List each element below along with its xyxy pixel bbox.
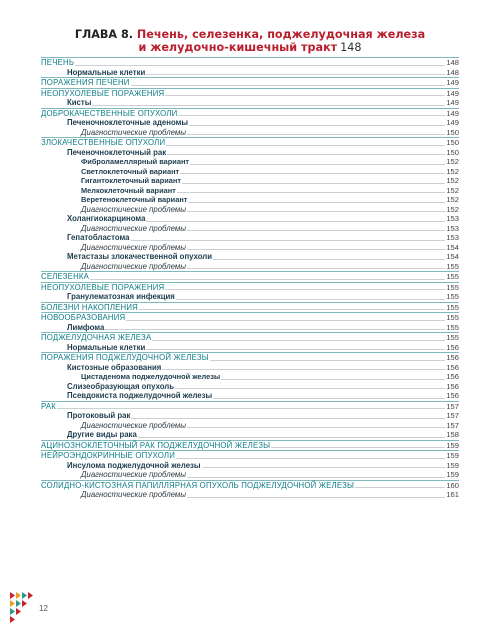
toc-entry-page: 156 [446, 391, 459, 400]
toc-entry-page: 148 [446, 67, 459, 77]
dot-leader [187, 268, 445, 269]
toc-entry[interactable] [41, 224, 459, 234]
toc-entry-page: 161 [446, 490, 459, 499]
toc-entry[interactable] [41, 352, 459, 363]
dot-leader [176, 299, 445, 300]
toc-entry[interactable] [41, 440, 459, 451]
toc-entry-title: Псевдокиста поджелудочной железы [67, 391, 213, 400]
toc-entry-title: НОВООБРАЗОВАНИЯ [41, 313, 126, 322]
dot-leader [180, 173, 445, 174]
dot-leader [210, 360, 445, 361]
toc-entry-title: Инсулома поджелудочной железы [67, 460, 201, 470]
toc-entry-page: 156 [446, 372, 459, 381]
toc-entry-page: 155 [446, 292, 459, 301]
toc-entry-page: 155 [446, 333, 459, 342]
toc-entry[interactable] [41, 148, 459, 158]
toc-entry[interactable] [41, 401, 459, 412]
toc-entry[interactable] [41, 372, 459, 382]
toc-entry[interactable] [41, 98, 459, 108]
toc-entry-page: 150 [446, 147, 459, 157]
dot-leader [92, 105, 445, 106]
toc-entry-page: 150 [446, 138, 459, 147]
chapter-title-part-2: и желудочно-кишечный тракт [138, 41, 338, 54]
toc-entry[interactable] [41, 186, 459, 196]
toc-entry[interactable] [41, 128, 459, 138]
toc-entry-title: Диагностические проблемы [81, 204, 186, 214]
toc-entry-page: 157 [446, 420, 459, 430]
toc-entry[interactable] [41, 77, 459, 88]
toc-entry-title: Веретеноклеточный вариант [81, 195, 188, 204]
toc-entry-title: АЦИНОЗНОКЛЕТОЧНЫЙ РАК ПОДЖЕЛУДОЧНОЙ ЖЕЛЕЗЫ [41, 440, 271, 450]
toc-entry-page: 158 [446, 430, 459, 439]
toc-entry[interactable] [41, 302, 459, 313]
toc-entry[interactable] [41, 312, 459, 323]
toc-entry-title: Светлоклеточный вариант [81, 166, 180, 176]
toc-entry-page: 154 [446, 252, 459, 261]
dot-leader [190, 164, 445, 165]
dot-leader [90, 279, 445, 280]
dot-leader [213, 259, 445, 260]
toc-entry[interactable] [41, 137, 459, 148]
chapter-page-number: 148 [340, 41, 362, 54]
toc-entry-title: ДОБРОКАЧЕСТВЕННЫЕ ОПУХОЛИ [41, 108, 178, 118]
toc-entry-title: Слизеобразующая опухоль [67, 381, 175, 391]
toc-entry[interactable] [41, 323, 459, 333]
triangle-pattern-logo-icon [8, 586, 38, 626]
dot-leader [187, 211, 445, 212]
toc-entry[interactable] [41, 470, 459, 480]
toc-entry[interactable] [41, 363, 459, 373]
toc-entry-page: 152 [446, 185, 459, 195]
toc-entry[interactable] [41, 233, 459, 243]
toc-entry-title: Диагностические проблемы [81, 223, 186, 233]
dot-leader [271, 447, 445, 448]
toc-entry-title: Холангиокарцинома [67, 214, 146, 223]
toc-entry-page: 152 [446, 176, 459, 185]
toc-entry-page: 157 [446, 401, 459, 411]
dot-leader [146, 349, 445, 350]
toc-entry-page: 156 [446, 381, 459, 391]
toc-entry-title: РАК [41, 401, 57, 411]
toc-entry-page: 153 [446, 233, 459, 242]
toc-entry-title: Диагностические проблемы [81, 261, 186, 271]
dot-leader [166, 145, 445, 146]
toc-entry-page: 156 [446, 353, 459, 362]
toc-entry[interactable] [41, 271, 459, 282]
toc-entry[interactable] [41, 214, 459, 224]
toc-entry-page: 154 [446, 242, 459, 252]
dot-leader [189, 125, 445, 126]
toc-entry-title: ЗЛОКАЧЕСТВЕННЫЕ ОПУХОЛИ [41, 138, 166, 147]
toc-entry-title: Диагностические проблемы [81, 242, 186, 252]
dot-leader [131, 240, 446, 241]
toc-entry-page: 153 [446, 223, 459, 233]
dot-leader [146, 221, 445, 222]
toc-entry-title: Фиброламеллярный вариант [81, 157, 190, 166]
dot-leader [139, 309, 445, 310]
toc-entry-title: Цистаденома поджелудочной железы [81, 372, 221, 381]
toc-entry-page: 152 [446, 166, 459, 176]
dot-leader [176, 458, 445, 459]
toc-entry-title: Печеночноклеточный рак [67, 147, 167, 157]
chapter-label: ГЛАВА 8. [74, 28, 134, 41]
toc-entry-title: Нормальные клетки [67, 342, 146, 352]
page-number: 12 [39, 604, 48, 613]
toc-entry-title: Нормальные клетки [67, 67, 146, 77]
toc-entry-title: Диагностические проблемы [81, 420, 186, 430]
toc-entry[interactable] [41, 332, 459, 343]
toc-entry-title: ПОДЖЕЛУДОЧНАЯ ЖЕЛЕЗА [41, 333, 152, 342]
dot-leader [187, 230, 445, 231]
toc-entry-title: ПОРАЖЕНИЯ ПОДЖЕЛУДОЧНОЙ ЖЕЛЕЗЫ [41, 353, 209, 362]
toc-entry-title: ПЕЧЕНЬ [41, 58, 75, 67]
toc-entry-title: Гепатобластома [67, 233, 130, 242]
toc-entry[interactable] [41, 157, 459, 167]
toc-entry-page: 153 [446, 214, 459, 223]
toc-entry[interactable] [41, 430, 459, 440]
toc-entry-page: 149 [446, 108, 459, 118]
dot-leader [221, 379, 445, 380]
dot-leader [187, 497, 445, 498]
dot-leader [152, 340, 445, 341]
toc-entry[interactable] [41, 490, 459, 500]
toc-entry[interactable] [41, 262, 459, 272]
toc-entry[interactable] [41, 57, 459, 68]
dot-leader [57, 408, 445, 409]
dot-leader [177, 192, 446, 193]
toc-entry-page: 159 [446, 451, 459, 460]
dot-leader [187, 427, 445, 428]
dot-leader [182, 183, 445, 184]
toc-entry-page: 155 [446, 302, 459, 312]
toc-entry-page: 152 [446, 157, 459, 166]
dot-leader [188, 202, 445, 203]
toc-entry-title: НЕОПУХОЛЕВЫЕ ПОРАЖЕНИЯ [41, 282, 165, 292]
toc-entry-page: 156 [446, 362, 459, 372]
toc-entry-page: 155 [446, 261, 459, 271]
toc-entry[interactable] [41, 382, 459, 392]
dot-leader [131, 85, 446, 86]
dot-leader [165, 95, 445, 96]
toc-entry[interactable] [41, 195, 459, 205]
toc-entry-title: Кистозные образования [67, 362, 162, 372]
dot-leader [138, 437, 446, 438]
toc-entry-page: 155 [446, 313, 459, 322]
toc-entry-title: Лимфома [67, 322, 105, 332]
toc-entry-title: Гранулематозная инфекция [67, 292, 175, 301]
toc-entry-title: ПОРАЖЕНИЯ ПЕЧЕНИ [41, 78, 130, 87]
toc-entry-page: 156 [446, 342, 459, 352]
toc-entry[interactable] [41, 343, 459, 353]
dot-leader [187, 477, 445, 478]
toc-entry-title: Диагностические проблемы [81, 490, 186, 499]
chapter-title-line-2 [0, 41, 500, 54]
toc-entry[interactable] [41, 176, 459, 186]
toc-entry[interactable] [41, 411, 459, 421]
toc-entry-title: Мелкоклеточный вариант [81, 185, 176, 195]
toc-entry[interactable] [41, 243, 459, 253]
toc-entry[interactable] [41, 391, 459, 401]
dot-leader [213, 398, 445, 399]
toc-entry-page: 149 [446, 98, 459, 107]
toc-entry[interactable] [41, 461, 459, 471]
toc-entry-page: 160 [446, 480, 459, 490]
toc-entry[interactable] [41, 292, 459, 302]
dot-leader [187, 249, 445, 250]
toc-entry-page: 148 [446, 58, 459, 67]
toc-entry-title: СЕЛЕЗЕНКА [41, 272, 90, 281]
toc-entry[interactable] [41, 480, 459, 491]
dot-leader [178, 115, 445, 116]
toc-entry-page: 159 [446, 440, 459, 450]
toc-entry-page: 150 [446, 127, 459, 137]
toc-entry-page: 159 [446, 460, 459, 470]
toc-entry-page: 155 [446, 272, 459, 281]
toc-entry-title: Диагностические проблемы [81, 470, 186, 479]
toc-entry-page: 155 [446, 322, 459, 332]
toc-entry[interactable] [41, 205, 459, 215]
dot-leader [187, 134, 445, 135]
toc-entry[interactable] [41, 450, 459, 461]
toc-entry[interactable] [41, 68, 459, 78]
chapter-header [0, 28, 500, 54]
toc-entry[interactable] [41, 421, 459, 431]
toc-entry-page: 155 [446, 282, 459, 292]
toc-entry-title: НЕОПУХОЛЕВЫЕ ПОРАЖЕНИЯ [41, 88, 165, 98]
toc-entry[interactable] [41, 118, 459, 128]
toc-entry-page: 157 [446, 411, 459, 420]
toc-entry[interactable] [41, 282, 459, 293]
toc-entry[interactable] [41, 167, 459, 177]
toc-entry-title: Протоковый рак [67, 411, 131, 420]
toc-entry-page: 152 [446, 204, 459, 214]
dot-leader [146, 74, 445, 75]
toc-entry-title: БОЛЕЗНИ НАКОПЛЕНИЯ [41, 302, 138, 312]
toc-entry-page: 152 [446, 195, 459, 204]
toc-entry-page: 149 [446, 88, 459, 98]
dot-leader [202, 467, 446, 468]
toc-entry-title: Печеночноклеточные аденомы [67, 118, 189, 127]
chapter-title-line-1 [0, 28, 500, 41]
toc-entry-title: Другие виды рака [67, 430, 137, 439]
dot-leader [105, 329, 445, 330]
toc-entry-title: Гигантоклеточный вариант [81, 176, 181, 185]
dot-leader [175, 388, 445, 389]
toc-entry-title: Метастазы злокачественной опухоли [67, 252, 213, 261]
toc-entry[interactable] [41, 88, 459, 99]
dot-leader [355, 487, 445, 488]
dot-leader [165, 289, 445, 290]
toc-entry-page: 149 [446, 118, 459, 127]
chapter-title-part-1: Печень, селезенка, поджелудочная железа [136, 28, 426, 41]
toc-entry[interactable] [41, 108, 459, 119]
dot-leader [131, 418, 445, 419]
toc-entry[interactable] [41, 252, 459, 262]
toc-entry-title: Диагностические проблемы [81, 127, 186, 137]
table-of-contents [41, 57, 459, 500]
dot-leader [167, 154, 445, 155]
dot-leader [162, 369, 445, 370]
toc-entry-title: Кисты [67, 98, 92, 107]
dot-leader [126, 320, 445, 321]
toc-entry-title: НЕЙРОЭНДОКРИННЫЕ ОПУХОЛИ [41, 451, 176, 460]
toc-entry-page: 159 [446, 470, 459, 479]
toc-entry-title: СОЛИДНО-КИСТОЗНАЯ ПАПИЛЛЯРНАЯ ОПУХОЛЬ ПОДЖЕЛУДОЧНОЙ ЖЕЛЕЗЫ [41, 480, 355, 490]
toc-entry-page: 149 [446, 78, 459, 87]
dot-leader [75, 65, 445, 66]
